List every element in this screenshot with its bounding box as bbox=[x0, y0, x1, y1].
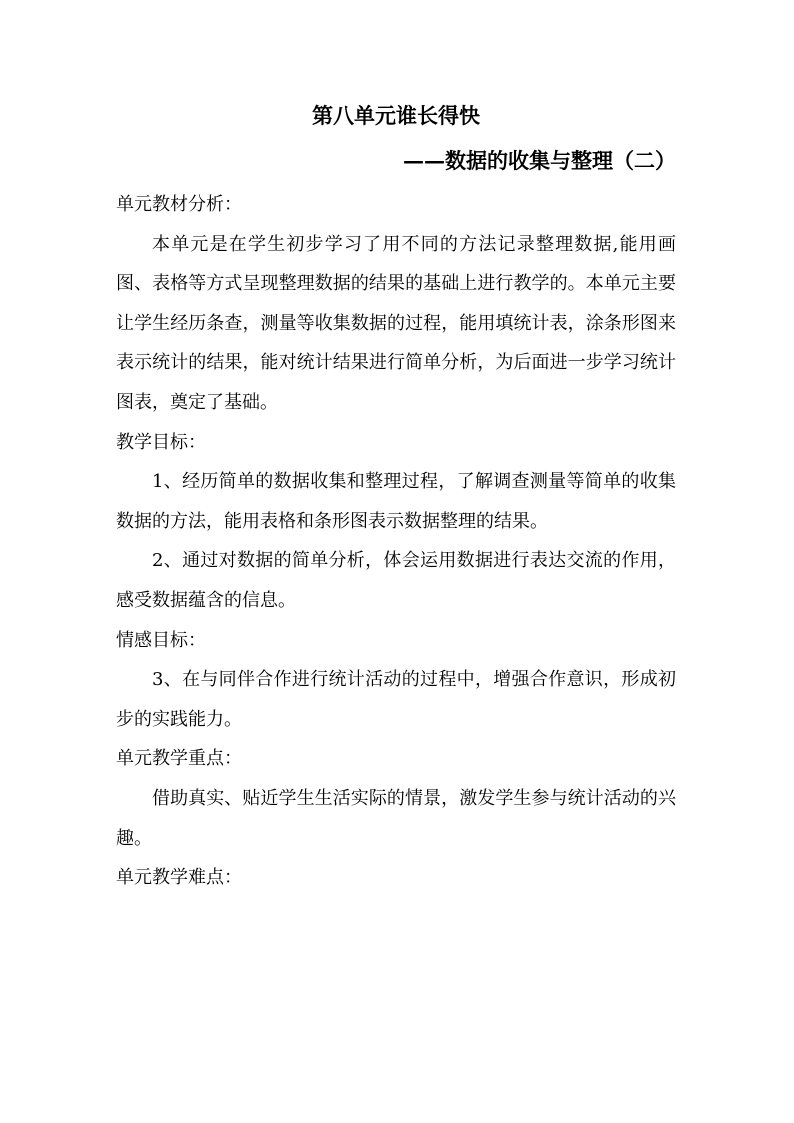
document-title: 第八单元谁长得快 bbox=[312, 103, 480, 128]
document-body bbox=[116, 185, 676, 898]
section-heading-teaching-goals: 教学目标： bbox=[116, 431, 206, 453]
document-subtitle: ——数据的收集与整理（二） bbox=[403, 148, 676, 173]
section-heading-material-analysis: 单元教材分析： bbox=[116, 194, 242, 215]
section-heading-key-points: 单元教学重点： bbox=[116, 748, 242, 770]
section-heading-emotional-goals: 情感目标： bbox=[116, 629, 206, 651]
section-heading-difficult-points: 单元教学难点： bbox=[116, 867, 242, 889]
paragraph-goal-3: 3、在与同伴合作进行统计活动的过程中，增强合作意识，形成初步的实践能力。 bbox=[116, 669, 676, 730]
paragraph-goal-2: 2、通过对数据的简单分析，体会运用数据进行表达交流的作用，感受数据蕴含的信息。 bbox=[116, 550, 676, 611]
paragraph-material-analysis: 本单元是在学生初步学习了用不同的方法记录整理数据,能用画图、表格等方式呈现整理数据的结果的基础上进行教学的。本单元主要让学生经历条查，测量等收集数据的过程，能用填统计表，涂条形图来表示统计的结果，能对统计结果进行简单分析，为后面进一步学习统计图表，奠定了基础。 bbox=[116, 233, 676, 413]
paragraph-key-points: 借助真实、贴近学生生活实际的情景，激发学生参与统计活动的兴趣。 bbox=[116, 787, 676, 849]
paragraph-goal-1: 1、经历简单的数据收集和整理过程，了解调查测量等简单的收集数据的方法，能用表格和条形图表示数据整理的结果。 bbox=[116, 471, 676, 532]
